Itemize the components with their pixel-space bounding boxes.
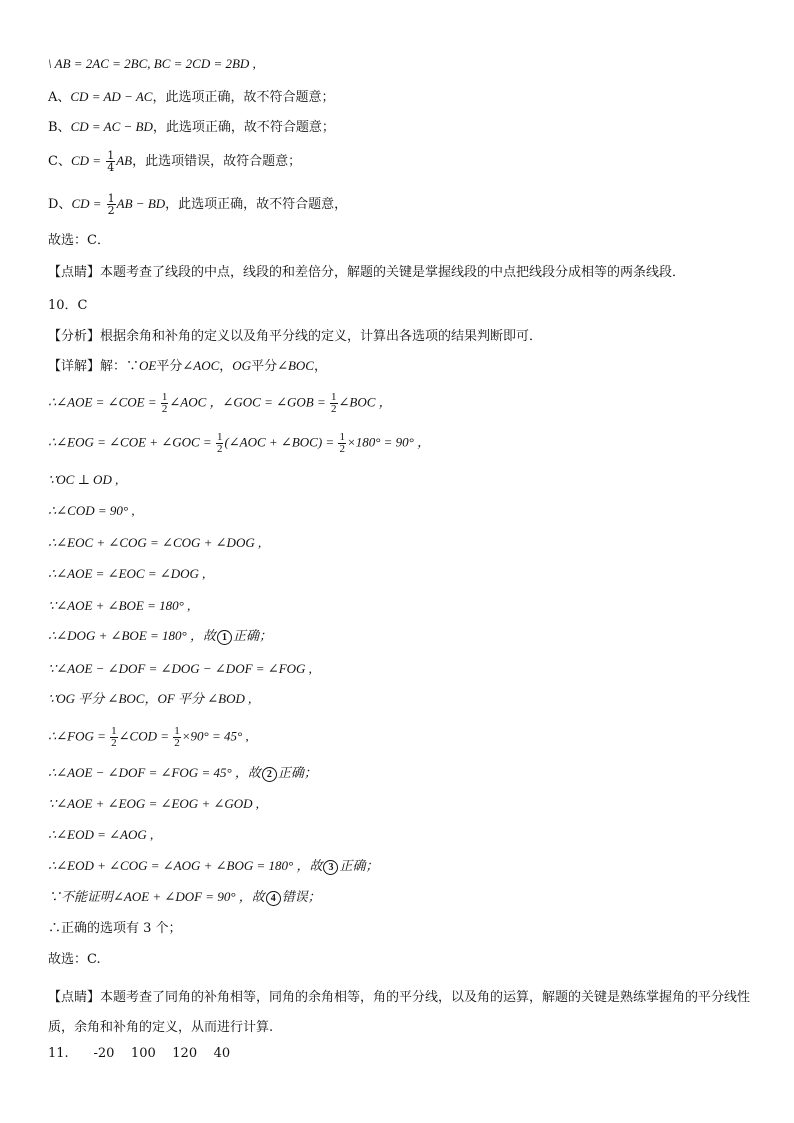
question-10-header: 10．C	[48, 298, 88, 313]
option-b-prefix: B、	[48, 120, 71, 135]
fraction	[338, 432, 346, 455]
option-d	[48, 193, 347, 216]
math: OE	[139, 358, 157, 373]
math: OG	[232, 358, 252, 373]
step-12	[48, 764, 317, 782]
math: ∠AOC ，∠GOC = ∠GOB =	[169, 394, 326, 410]
fraction-denominator: 4	[107, 161, 115, 174]
option-d-math: CD =	[71, 196, 102, 211]
answer-10: 故选：C.	[48, 952, 101, 967]
fraction-denominator: 2	[216, 443, 223, 455]
fraction	[110, 726, 118, 749]
circled-number: 2	[262, 767, 277, 782]
text: 平分∠	[251, 359, 288, 374]
math: BOC	[287, 358, 314, 373]
fraction-denominator: 2	[107, 204, 115, 217]
fraction-denominator: 2	[174, 737, 180, 749]
option-d-prefix: D、	[48, 197, 72, 212]
math: ∴∠EOD + ∠COG = ∠AOG + ∠BOG = 180° ，故	[48, 858, 323, 873]
fraction-numerator: 1	[174, 725, 180, 737]
fraction-numerator: 1	[331, 391, 337, 403]
math: (∠AOC + ∠BOC) =	[224, 434, 335, 450]
step-17: ∴正确的选项有 3 个；	[48, 921, 182, 936]
text: 平分∠	[156, 359, 194, 374]
text: ，	[219, 359, 233, 374]
math: ∴∠AOE = ∠COE =	[48, 394, 157, 410]
fraction-denominator: 2	[111, 737, 117, 749]
step-11	[48, 726, 249, 749]
step-10: ∵OG 平分 ∠BOC，OF 平分 ∠BOD ,	[48, 691, 252, 706]
option-a-text: ，此选项正确，故不符合题意；	[152, 90, 335, 105]
fraction	[216, 432, 224, 455]
step-15	[48, 857, 379, 875]
detail-label: 【详解】解：∵	[48, 359, 140, 374]
text: 错误；	[281, 889, 321, 904]
fraction	[161, 392, 169, 415]
step-14: ∴∠EOD = ∠AOG ,	[48, 827, 154, 842]
analysis-10: 【分析】根据余角和补角的定义以及角平分线的定义，计算出各选项的结果判断即可．	[48, 329, 543, 344]
option-c-math: CD =	[70, 153, 102, 168]
math: ∴∠AOE − ∠DOF = ∠FOG = 45° ，故	[48, 765, 261, 780]
option-b-math: CD = AC − BD	[70, 119, 153, 134]
fraction-denominator: 2	[331, 403, 337, 415]
fraction	[330, 392, 338, 415]
circled-number: 3	[323, 860, 338, 875]
fraction-numerator: 1	[339, 431, 345, 443]
math: ×90° = 45° ,	[181, 728, 249, 744]
option-a	[48, 88, 334, 107]
fraction-numerator: 1	[216, 431, 223, 443]
step-2	[48, 432, 430, 455]
option-c	[48, 150, 301, 173]
step-4: ∴∠COD = 90° ,	[48, 503, 135, 518]
step-7: ∵∠AOE + ∠BOE = 180° ,	[48, 598, 191, 613]
option-c-text: ，此选项错误，故符合题意；	[132, 154, 302, 169]
fraction-numerator: 1	[107, 192, 115, 205]
step-6: ∴∠AOE = ∠EOC = ∠DOG ,	[48, 566, 206, 581]
step-1	[48, 392, 392, 415]
step-5: ∴∠EOC + ∠COG = ∠COG + ∠DOG ,	[48, 535, 262, 550]
step-3: ∵OC ⊥ OD ,	[48, 472, 119, 487]
math: ∴∠EOG = ∠COE + ∠GOC =	[48, 434, 212, 450]
step-8	[48, 627, 272, 645]
fraction	[173, 726, 181, 749]
text: 正确；	[233, 628, 273, 643]
circled-number: 1	[217, 630, 232, 645]
circled-number: 4	[266, 891, 281, 906]
fraction	[107, 193, 116, 216]
line-ab-relation: \ AB = 2AC = 2BC, BC = 2CD = 2BD ,	[48, 56, 256, 71]
math: ∴∠DOG + ∠BOE = 180° ，故	[48, 628, 216, 643]
text: 正确；	[277, 765, 317, 780]
fraction-denominator: 2	[161, 403, 168, 415]
option-d-math2: AB − BD	[116, 196, 166, 211]
option-b	[48, 118, 335, 137]
question-11-answers: 11. -20 100 120 40	[48, 1046, 231, 1061]
fraction-numerator: 1	[111, 725, 117, 737]
step-13: ∵∠AOE + ∠EOG = ∠EOG + ∠GOD ,	[48, 796, 260, 811]
detail-10-intro	[48, 357, 327, 376]
fraction	[106, 150, 115, 173]
tip-10: 【点睛】本题考查了同角的补角相等，同角的余角相等，角的平分线，以及角的运算，解题的关键是熟练掌握角的平分线性质，余角和补角的定义，从而进行计算.	[48, 990, 751, 1035]
math: AOC	[193, 358, 220, 373]
tip-9: 【点睛】本题考查了线段的中点，线段的和差倍分，解题的关键是掌握线段的中点把线段分成相等的两条线段．	[48, 265, 686, 280]
answer-9: 故选：C．	[48, 233, 110, 248]
fraction-denominator: 2	[339, 443, 345, 455]
math: ×180° = 90° ，	[346, 434, 431, 450]
step-9: ∵∠AOE − ∠DOF = ∠DOG − ∠DOF = ∠FOG ,	[48, 661, 312, 676]
option-b-text: ，此选项正确，故不符合题意；	[152, 120, 335, 135]
fraction-numerator: 1	[161, 391, 168, 403]
fraction-numerator: 1	[107, 149, 115, 162]
math: ∠BOC ，	[338, 394, 392, 410]
math: ∵不能证明∠AOE + ∠DOF = 90° ，故	[48, 889, 265, 904]
option-a-math: CD = AD − AC	[70, 89, 153, 104]
text: 正确；	[339, 858, 379, 873]
math: ∴∠FOG =	[48, 728, 106, 744]
text: ，	[313, 359, 327, 374]
option-c-prefix: C、	[48, 154, 71, 169]
option-d-text: ，此选项正确，故不符合题意，	[165, 197, 348, 212]
step-16	[48, 888, 321, 906]
option-a-prefix: A、	[48, 90, 71, 105]
math: ∠COD =	[118, 728, 170, 744]
option-c-math2: AB	[116, 153, 133, 168]
